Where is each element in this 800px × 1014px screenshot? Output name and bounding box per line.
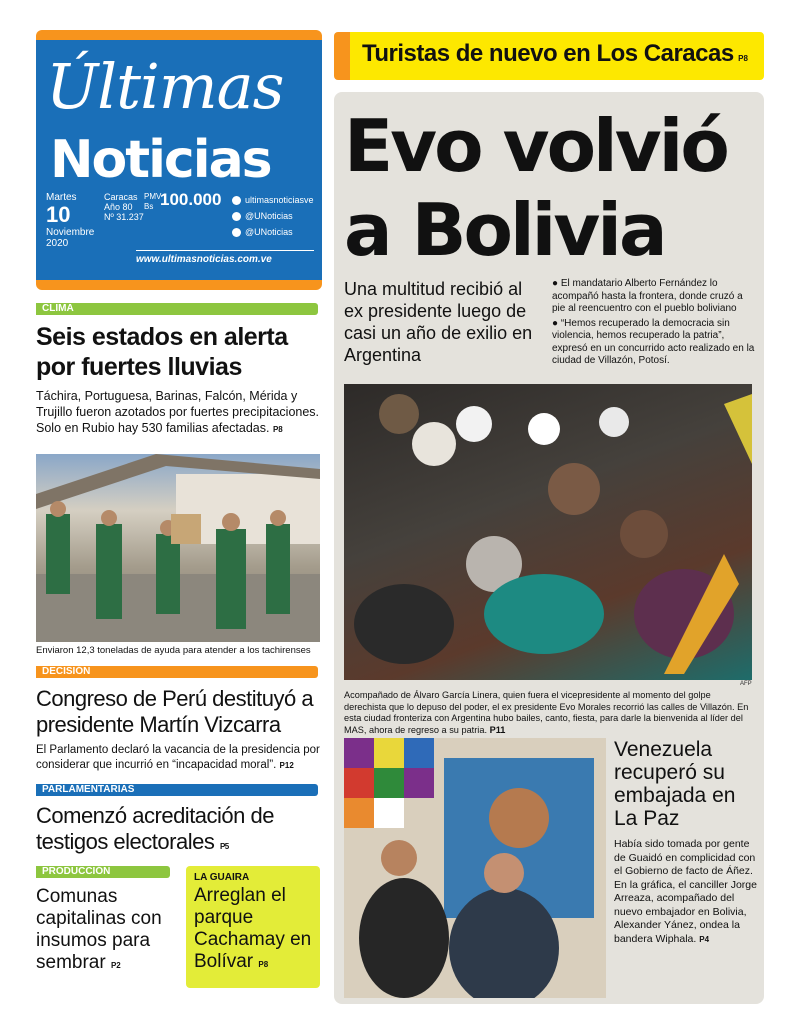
clima-kicker-label: CLIMA [42,303,74,314]
year-issue: Año 80 [104,202,133,212]
main-headline[interactable] [344,104,727,272]
parlamentarias-kicker [36,784,318,796]
produccion-page: P2 [110,961,121,970]
logo-noticias: Noticias [50,130,271,190]
photo-credit: AFP [740,681,752,687]
social-links [232,192,314,240]
social-instagram[interactable] [232,224,314,240]
main-bullets [552,278,758,370]
banner-headline: Turistas de nuevo en Los Caracas [362,40,734,67]
price: 100.000 [160,190,222,209]
bullet-text: El mandatario Alberto Fernández lo acompañó hasta la frontera, donde cruzó a pie al reencuentro con el pueblo boliviano [552,278,743,314]
main-deck: Una multitud recibió al ex presidente luego de casi un año de exilio en Argentina [344,279,533,365]
bullet-text: “Hemos recuperado la democracia sin violencia, hemos recuperado la patria”, expresó en un concurrido acto realizado en la ciudad de Villazón, Potosí. [552,317,755,366]
main-photo [344,384,752,680]
social-twitter-label: @UNoticias [245,211,293,221]
main-caption-text: Acompañado de Álvaro García Linera, quien fuera el vicepresidente al momento del golpe derechista que lo depuso del poder, el ex presidente Evo Morales recorrió las calles de Villazón. En esta ciudad fronteriza con Argentina hubo bailes, canto, fiesta, para darle la bienvenida al líder del MAS, ahora de regreso a su patria. [344,690,749,735]
produccion-headline[interactable] [36,886,182,977]
clima-body [36,388,322,438]
produccion-headline-text: Comunas capitalinas con insumos para sembrar [36,886,162,973]
masthead [36,30,322,290]
issue-info [104,192,144,222]
city: Caracas [104,192,138,202]
main-headline-line2: a Bolivia [344,188,665,272]
top-banner[interactable] [334,32,764,80]
clima-photo [36,454,320,642]
issue-number: Nº 31.237 [104,212,144,222]
masthead-divider [136,250,314,251]
year: 2020 [46,238,69,249]
venezuela-body-text: Había sido tomada por gente de Guaidó en complicidad con el Gobierno de facto de Áñez. En la gráfica, el canciller Jorge Arreaza, acompañado del nuevo embajador en Bolivia, Alexander Yánez, ondea la bandera Wiphala. [614,838,757,945]
main-caption-page: P11 [489,724,506,735]
masthead-blue-panel [36,40,322,280]
embassy-photo-illustration [344,738,606,998]
decision-kicker-label: DECISIÓN [42,666,91,677]
produccion-kicker [36,866,170,878]
venezuela-body [614,838,760,946]
guaira-headline [194,885,312,976]
parlamentarias-headline[interactable] [36,803,326,860]
decision-headline[interactable]: Congreso de Perú destituyó a presidente Martín Vizcarra [36,686,314,737]
twitter-icon [232,212,241,221]
website-url[interactable]: www.ultimasnoticias.com.ve [136,254,272,265]
bullet-item: ● El mandatario Alberto Fernández lo acompañó hasta la frontera, donde cruzó a pie al reencuentro con el pueblo boliviano [552,278,743,314]
social-twitter[interactable] [232,208,314,224]
clima-kicker [36,303,318,315]
clima-photo-caption: Enviaron 12,3 toneladas de ayuda para atender a los tachirenses [36,645,311,656]
crowd-photo-illustration [344,384,752,680]
parlamentarias-kicker-label: PARLAMENTARIAS [42,784,135,795]
clima-page: P8 [272,425,283,434]
price-label [144,192,161,212]
guaira-page: P8 [258,960,269,969]
parlamentarias-page: P5 [219,842,229,851]
venezuela-page: P4 [699,934,710,944]
month: Noviembre [46,227,95,238]
decision-kicker [36,666,318,678]
decision-body-text: El Parlamento declaró la vacancia de la presidencia por considerar que incurrió en “incapacidad moral”. [36,744,320,771]
banner-page: P8 [738,54,748,63]
price-label-bs: Bs [144,202,154,211]
main-headline-line1: Evo volvió [344,104,727,188]
clima-headline[interactable]: Seis estados en alerta por fuertes lluvias [36,323,288,381]
guaira-headline-text: Arreglan el parque Cachamay en Bolívar [194,885,312,972]
soldiers-photo-illustration [36,454,320,642]
social-facebook-label: ultimasnoticiasve [245,195,314,205]
decision-body [36,743,322,773]
day-name: Martes [46,192,77,203]
social-instagram-label: @UNoticias [245,227,293,237]
issue-date [46,192,106,249]
guaira-box[interactable] [186,866,320,988]
produccion-kicker-label: PRODUCCIÓN [42,866,111,877]
decision-page: P12 [279,760,294,770]
venezuela-photo [344,738,606,998]
social-facebook[interactable] [232,192,314,208]
bullet-item: ● “Hemos recuperado la democracia sin violencia, hemos recuperado la patria”, expresó en un concurrido acto realizado en la ciudad de Villazón, Potosí. [552,317,755,366]
instagram-icon [232,228,241,237]
price-label-pmv: PMV [144,192,162,201]
guaira-kicker: LA GUAIRA [194,872,250,883]
main-caption [344,690,754,736]
clima-body-text: Táchira, Portuguesa, Barinas, Falcón, Mérida y Trujillo fueron azotados por fuertes precipitaciones. Solo en Rubio hay 530 familias afectadas. [36,389,320,435]
logo-ultimas: Últimas [46,50,284,123]
parlamentarias-headline-text: Comenzó acreditación de testigos electorales [36,803,274,854]
day-number: 10 [46,202,71,227]
venezuela-headline[interactable]: Venezuela recuperó su embajada en La Paz [614,738,736,830]
facebook-icon [232,196,241,205]
